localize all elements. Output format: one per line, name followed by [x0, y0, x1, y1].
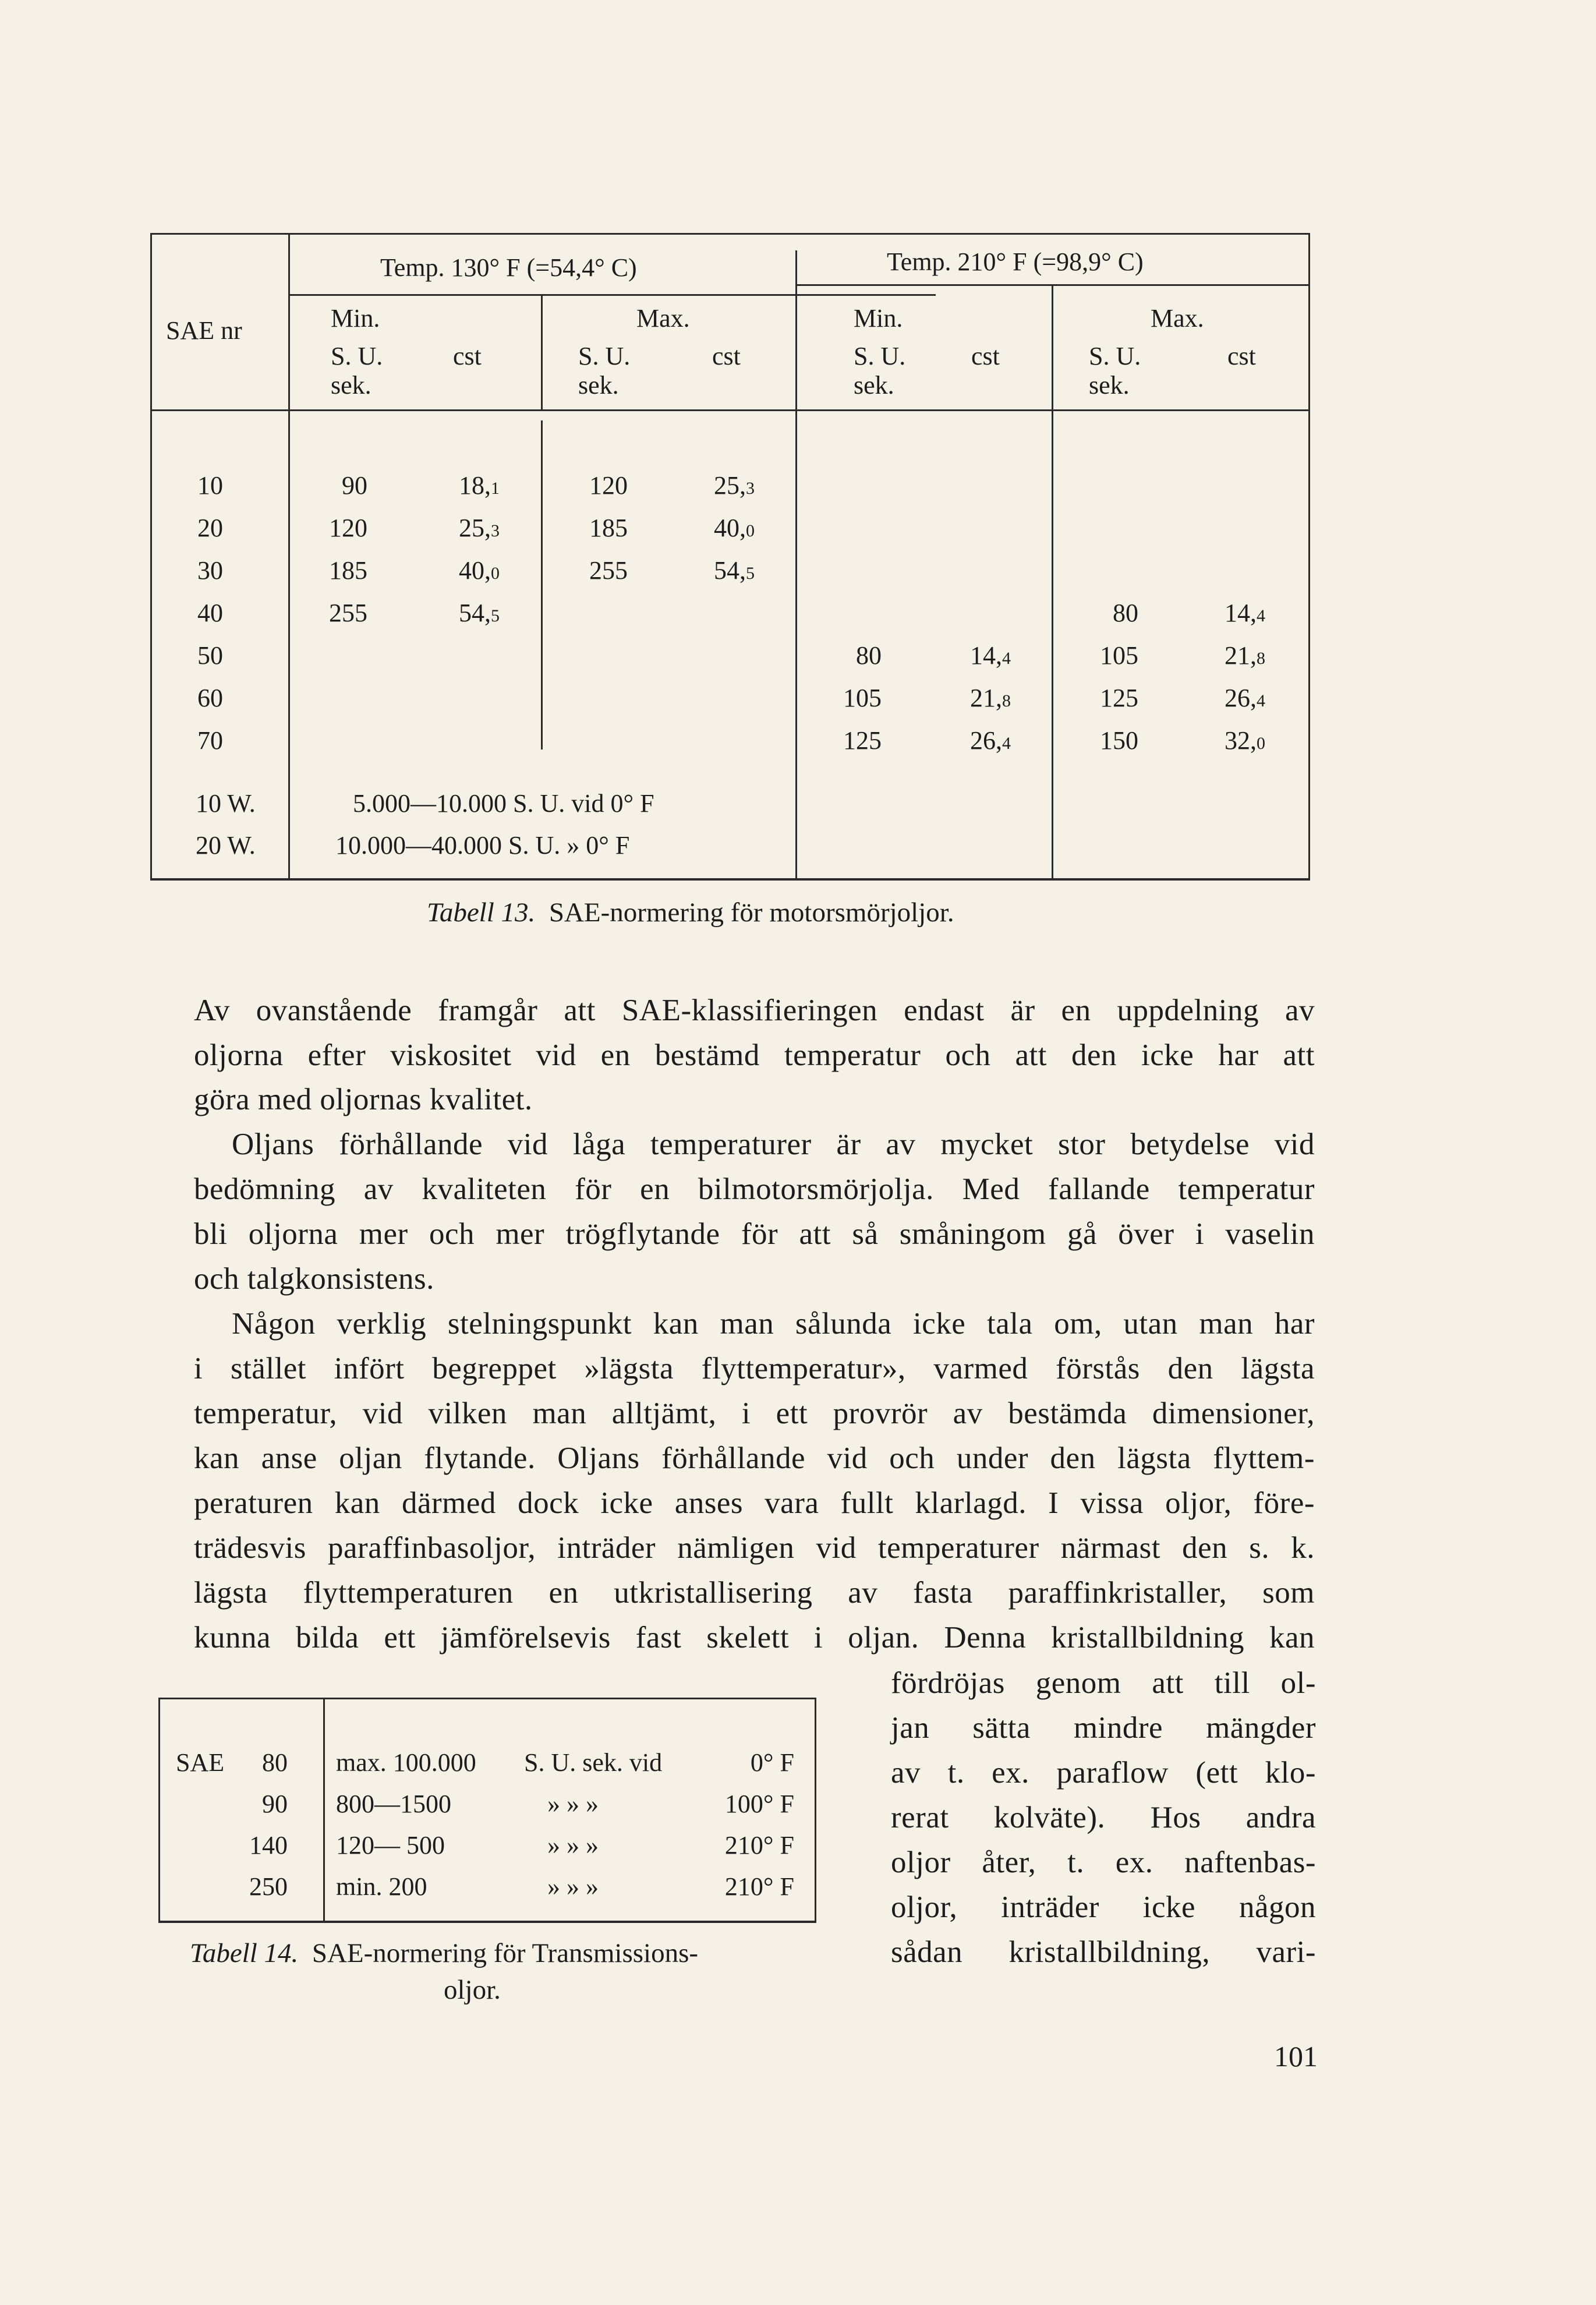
cst-comma: ,	[739, 556, 746, 585]
header-bottom-rule	[150, 409, 1310, 411]
t14-num: 250	[249, 1872, 288, 1901]
cst-comma: ,	[739, 471, 746, 500]
cell-sae: 70	[197, 726, 223, 755]
cst-decimal: 5	[746, 564, 755, 583]
header-temp-210: Temp. 210° F (=98,9° C)	[887, 248, 1144, 276]
header-temp-130: Temp. 130° F (=54,4° C)	[380, 253, 637, 282]
t14-unit: » » »	[547, 1872, 599, 1901]
header-210-max-cst: cst	[1227, 342, 1256, 370]
t14-value: max. 100.000	[336, 1748, 476, 1777]
cst-comma: ,	[996, 726, 1002, 755]
cst-comma: ,	[996, 641, 1002, 670]
header-210-min: Min.	[854, 304, 903, 333]
header-sae-nr: SAE nr	[166, 316, 242, 345]
body-line: bli oljorna mer och mer trögflytande för att så småningom gå över i vaselin	[194, 1217, 1315, 1251]
t14-temp: 210° F	[724, 1831, 794, 1859]
cst-comma: ,	[484, 471, 491, 500]
t14-label: SAE	[176, 1748, 225, 1777]
cst-decimal: 3	[746, 479, 755, 498]
header-130-min: Min.	[331, 304, 380, 333]
cell-c210-min-cst	[970, 643, 1011, 669]
cst-integer: 54	[459, 599, 484, 627]
cst-integer: 40	[714, 514, 739, 542]
cell-sae: 40	[197, 599, 223, 627]
col-rule-sae	[288, 233, 290, 880]
cell-c210-max-su: 80	[1113, 599, 1138, 627]
cell-c130-max-cst	[714, 558, 755, 584]
cst-comma: ,	[1250, 641, 1257, 670]
cst-integer: 21	[1225, 641, 1250, 670]
cell-c210-max-cst	[1225, 643, 1265, 669]
header-210-max-su: S. U.	[1089, 342, 1141, 370]
side-line: rerat kolväte). Hos andra	[891, 1801, 1316, 1834]
cst-decimal: 4	[1002, 649, 1011, 668]
cst-decimal: 0	[1257, 734, 1265, 753]
cst-integer: 32	[1225, 726, 1250, 755]
table-13	[150, 233, 1310, 882]
side-line: oljor åter, t. ex. naftenbas-	[891, 1846, 1316, 1879]
header-210-max-sek: sek.	[1089, 371, 1130, 400]
table-14-caption-line-2: oljor.	[444, 1975, 501, 2005]
t14-temp: 0° F	[750, 1748, 794, 1777]
t14-value: 120— 500	[336, 1831, 445, 1859]
col-rule-130-max-body	[541, 420, 543, 750]
cst-comma: ,	[484, 599, 491, 627]
col-rule-right-edge	[1308, 233, 1310, 880]
body-line: bedömning av kvaliteten för en bilmotorsmörjolja. Med fallande temperatur	[194, 1172, 1315, 1206]
side-line: oljor, inträder icke någon	[891, 1890, 1316, 1924]
body-line: temperatur, vid vilken man alltjämt, i ett provrör av bestämda dimensioner,	[194, 1397, 1315, 1430]
table-bottom-rule	[150, 878, 1310, 881]
cell-c130-max-su: 185	[589, 514, 628, 542]
header-130-max: Max.	[636, 304, 690, 333]
cell-c210-max-su: 125	[1100, 684, 1138, 712]
t14-right-edge	[815, 1698, 816, 1923]
header-130-min-cst: cst	[453, 342, 482, 370]
side-line: fördröjas genom att till ol-	[891, 1666, 1316, 1700]
t14-unit: » » »	[547, 1831, 599, 1859]
side-line: av t. ex. paraflow (ett klo-	[891, 1756, 1316, 1790]
cst-integer: 14	[970, 641, 996, 670]
cst-decimal: 4	[1257, 606, 1265, 625]
t14-top-rule	[158, 1698, 816, 1699]
t14-temp: 210° F	[724, 1872, 794, 1901]
header-130-min-su: S. U.	[331, 342, 383, 370]
cst-comma: ,	[1250, 684, 1257, 712]
body-line: trädesvis paraffinbasoljor, inträder nämligen vid temperaturer närmast den s. k.	[194, 1531, 1315, 1565]
header-130-max-cst: cst	[712, 342, 741, 370]
t14-value: 800—1500	[336, 1790, 451, 1818]
cell-c130-min-cst	[459, 558, 500, 584]
t14-left-edge	[158, 1698, 160, 1923]
cell-c210-max-cst	[1225, 728, 1265, 754]
cell-c130-min-cst	[459, 600, 500, 626]
header-210-min-cst: cst	[971, 342, 1000, 370]
table-14	[158, 1698, 816, 1925]
cell-c210-min-su: 105	[843, 684, 882, 712]
body-line: Av ovanstående framgår att SAE-klassifieringen endast är en uppdelning av	[194, 994, 1315, 1027]
cst-integer: 18	[459, 471, 484, 500]
table-13-caption-text: SAE-normering för motorsmörjoljor.	[548, 897, 954, 928]
cst-integer: 26	[970, 726, 996, 755]
cell-c130-min-su: 90	[342, 471, 367, 500]
body-line: och talgkonsistens.	[194, 1262, 434, 1296]
body-line: Oljans förhållande vid låga temperaturer är av mycket stor betydelse vid	[232, 1127, 1315, 1161]
cell-c130-min-su: 185	[329, 556, 367, 585]
table-13-caption-label: Tabell 13.	[427, 897, 536, 928]
cst-comma: ,	[996, 684, 1002, 712]
cst-comma: ,	[1250, 599, 1257, 627]
body-line: kan anse oljan flytande. Oljans förhållande vid och under den lägsta flyttem-	[194, 1441, 1315, 1475]
header-mid-rule-left	[288, 294, 936, 296]
cell-c130-max-su: 120	[589, 471, 628, 500]
t14-bottom-rule	[158, 1921, 816, 1923]
body-line: peraturen kan därmed dock icke anses vara fullt klarlagd. I vissa oljor, före-	[194, 1486, 1315, 1520]
cell-sae: 50	[197, 641, 223, 670]
cst-comma: ,	[484, 556, 491, 585]
t14-unit: S. U. sek. vid	[524, 1748, 663, 1777]
cst-integer: 21	[970, 684, 996, 712]
t14-temp: 100° F	[724, 1790, 794, 1818]
cst-decimal: 0	[491, 564, 500, 583]
cst-decimal: 0	[746, 521, 755, 540]
cell-c210-min-cst	[970, 728, 1011, 754]
header-210-max: Max.	[1151, 304, 1204, 333]
cst-integer: 14	[1225, 599, 1250, 627]
cst-decimal: 4	[1002, 734, 1011, 753]
t14-num: 80	[262, 1748, 288, 1777]
page-number: 101	[1274, 2040, 1318, 2073]
cst-comma: ,	[484, 514, 491, 542]
cell-c130-min-cst	[459, 515, 500, 541]
cell-c210-max-cst	[1225, 600, 1265, 626]
cst-decimal: 5	[491, 606, 500, 625]
t14-col-rule	[323, 1698, 325, 1923]
body-line: i stället infört begreppet »lägsta flyttemperatur», varmed förstås den lägsta	[194, 1352, 1315, 1385]
header-210-min-su: S. U.	[854, 342, 906, 370]
table-13-caption	[427, 897, 954, 928]
body-line: göra med oljornas kvalitet.	[194, 1083, 533, 1116]
side-line: jan sätta mindre mängder	[891, 1711, 1316, 1745]
t14-num: 90	[262, 1790, 288, 1818]
cell-sae: 30	[197, 556, 223, 585]
cst-integer: 26	[1225, 684, 1250, 712]
cst-decimal: 3	[491, 521, 500, 540]
t14-num: 140	[249, 1831, 288, 1859]
t14-unit: » » »	[547, 1790, 599, 1818]
header-130-min-sek: sek.	[331, 371, 371, 400]
body-line: kunna bilda ett jämförelsevis fast skelett i oljan. Denna kristallbildning kan	[194, 1621, 1315, 1654]
cst-decimal: 1	[491, 479, 500, 498]
cst-decimal: 8	[1002, 691, 1011, 710]
side-line: sådan kristallbildning, vari-	[891, 1935, 1316, 1969]
col-rule-130-max	[541, 294, 543, 409]
cst-integer: 40	[459, 556, 484, 585]
table-14-caption-text-1: SAE-normering för Transmissions-	[312, 1938, 699, 1968]
winter-row-10w-text: 5.000—10.000 S. U. vid 0° F	[353, 789, 654, 818]
body-line: oljorna efter viskositet vid en bestämd temperatur och att den icke har att	[194, 1038, 1315, 1072]
table-14-caption	[190, 1938, 698, 1969]
table-14-caption-label: Tabell 14.	[190, 1938, 299, 1968]
body-line: lägsta flyttemperaturen en utkristallisering av fasta paraffinkristaller, som	[194, 1576, 1315, 1610]
t14-value: min. 200	[336, 1872, 427, 1901]
header-130-max-sek: sek.	[578, 371, 619, 400]
cell-c210-min-cst	[970, 685, 1011, 711]
cell-sae: 60	[197, 684, 223, 712]
cell-c130-max-su: 255	[589, 556, 628, 585]
winter-row-20w-text: 10.000—40.000 S. U. » 0° F	[335, 831, 630, 860]
winter-row-10w-sae: 10 W.	[196, 789, 256, 818]
col-rule-left-edge	[150, 233, 152, 880]
cell-c210-max-cst	[1225, 685, 1265, 711]
col-rule-210	[795, 250, 797, 880]
cell-sae: 10	[197, 471, 223, 500]
cst-integer: 54	[714, 556, 739, 585]
header-210-min-sek: sek.	[854, 371, 894, 400]
cell-sae: 20	[197, 514, 223, 542]
cell-c210-min-su: 80	[856, 641, 882, 670]
cst-decimal: 4	[1257, 691, 1265, 710]
cell-c210-max-su: 105	[1100, 641, 1138, 670]
cell-c130-max-cst	[714, 515, 755, 541]
cell-c130-min-cst	[459, 473, 500, 499]
table-top-rule	[150, 233, 1310, 235]
body-line: Någon verklig stelningspunkt kan man sålunda icke tala om, utan man har	[232, 1307, 1315, 1341]
cst-comma: ,	[1250, 726, 1257, 755]
cell-c210-max-su: 150	[1100, 726, 1138, 755]
cst-integer: 25	[459, 514, 484, 542]
header-130-max-su: S. U.	[578, 342, 631, 370]
cst-integer: 25	[714, 471, 739, 500]
winter-row-20w-sae: 20 W.	[196, 831, 256, 860]
cell-c130-max-cst	[714, 473, 755, 499]
cst-decimal: 8	[1257, 649, 1265, 668]
cell-c130-min-su: 255	[329, 599, 367, 627]
cell-c130-min-su: 120	[329, 514, 367, 542]
col-rule-210-max	[1052, 284, 1053, 880]
cst-comma: ,	[739, 514, 746, 542]
cell-c210-min-su: 125	[843, 726, 882, 755]
